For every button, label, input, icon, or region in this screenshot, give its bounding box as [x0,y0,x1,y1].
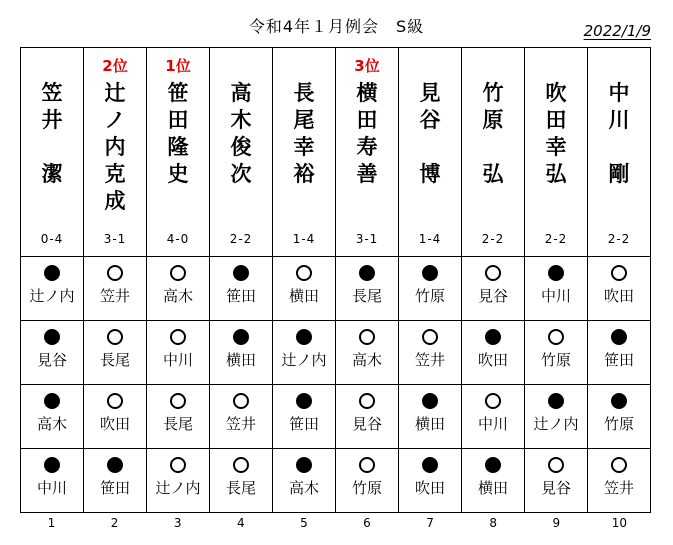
name-char: 川 [608,108,630,132]
game-cell [399,385,462,449]
game-cell [462,449,525,513]
opponent-name: 中川 [162,351,193,369]
white-stone-icon [485,393,501,409]
player-cell [588,48,651,257]
player-cell [21,48,84,257]
black-stone-icon [422,457,438,473]
opponent-name: 吹田 [99,415,130,433]
player-name [147,80,209,188]
game-cell [588,449,651,513]
opponent-name: 高木 [351,351,382,369]
rank-label [210,55,272,73]
name-char: 原 [482,108,504,132]
white-stone-icon [233,457,249,473]
game-cell [147,449,210,513]
white-stone-icon [296,265,312,281]
rank-label: 2位 [102,57,128,75]
name-char: 史 [167,162,189,186]
player-cell [273,48,336,257]
round-row [21,257,651,321]
game-cell [273,321,336,385]
player-name [84,80,146,215]
black-stone-icon [44,393,60,409]
opponent-name: 竹原 [540,351,571,369]
opponent-name: 長尾 [351,287,382,305]
name-char: 次 [230,162,252,186]
rank-label [273,55,335,73]
name-char: 田 [545,108,567,132]
player-cell [525,48,588,257]
opponent-name: 横田 [477,479,508,497]
black-stone-icon [233,329,249,345]
opponent-name: 見谷 [477,287,508,305]
opponent-name: 笠井 [414,351,445,369]
win-loss-score: 0-4 [40,232,64,246]
opponent-name: 辻ノ内 [281,351,327,369]
game-cell [588,257,651,321]
game-cell [525,321,588,385]
player-name [588,80,650,188]
opponent-name: 中川 [477,415,508,433]
column-number: 4 [236,516,245,530]
player-name [273,80,335,188]
opponent-name: 長尾 [162,415,193,433]
opponent-name: 長尾 [99,351,130,369]
player-header-row [21,48,651,257]
opponent-name: 高木 [288,479,319,497]
opponent-name: 竹原 [351,479,382,497]
opponent-name: 見谷 [36,351,67,369]
game-cell [273,385,336,449]
name-char: 弘 [482,162,504,186]
name-char: 善 [356,162,378,186]
name-char: 中 [608,81,630,105]
name-char: 剛 [608,162,630,186]
rank-label [462,55,524,73]
black-stone-icon [611,393,627,409]
name-char: 高 [230,81,252,105]
name-char: 隆 [167,135,189,159]
white-stone-icon [611,457,627,473]
black-stone-icon [107,457,123,473]
win-loss-score: 2-2 [481,232,505,246]
page-title: 令和4年１月例会 S級 [248,17,425,36]
rank-label: 1位 [165,57,191,75]
game-cell [147,257,210,321]
win-loss-score: 2-2 [544,232,568,246]
rank-label [588,55,650,73]
name-char: 裕 [293,162,315,186]
game-cell [525,385,588,449]
black-stone-icon [548,265,564,281]
opponent-name: 見谷 [351,415,382,433]
rank-label [399,55,461,73]
name-char: 辻 [104,81,126,105]
win-loss-score: 1-4 [418,232,442,246]
white-stone-icon [107,265,123,281]
game-cell [84,321,147,385]
opponent-name: 笠井 [99,287,130,305]
name-char: 博 [419,162,441,186]
black-stone-icon [296,457,312,473]
win-loss-score: 4-0 [166,232,190,246]
column-number: 7 [426,516,434,530]
white-stone-icon [548,457,564,473]
name-char: 尾 [293,108,315,132]
game-cell [525,449,588,513]
opponent-name: 竹原 [603,415,634,433]
game-cell [273,449,336,513]
opponent-name: 吹田 [603,287,634,305]
game-cell [336,385,399,449]
game-cell [21,257,84,321]
name-char: 成 [104,189,126,213]
name-char: 横 [356,81,378,105]
player-name [462,80,524,188]
white-stone-icon [422,329,438,345]
results-table [20,47,651,513]
name-char: 木 [230,108,252,132]
game-cell [273,257,336,321]
white-stone-icon [107,329,123,345]
name-char: 克 [104,162,126,186]
game-cell [336,257,399,321]
white-stone-icon [170,329,186,345]
win-loss-score: 3-1 [103,232,127,246]
white-stone-icon [359,393,375,409]
game-cell [210,257,273,321]
game-cell [399,257,462,321]
game-cell [21,385,84,449]
white-stone-icon [170,265,186,281]
white-stone-icon [107,393,123,409]
game-cell [462,257,525,321]
name-char: 幸 [293,135,315,159]
opponent-name: 横田 [288,287,319,305]
rank-label: 3位 [354,57,380,75]
name-char: 笠 [41,81,63,105]
opponent-name: 笹田 [225,287,256,305]
column-number: 5 [300,516,308,530]
opponent-name: 辻ノ内 [29,287,75,305]
white-stone-icon [611,265,627,281]
game-cell [399,321,462,385]
win-loss-score: 2-2 [229,232,253,246]
name-char: 竹 [482,81,504,105]
game-cell [147,321,210,385]
game-cell [84,449,147,513]
column-number: 10 [611,516,628,530]
black-stone-icon [44,265,60,281]
game-cell [210,449,273,513]
player-cell [462,48,525,257]
white-stone-icon [170,393,186,409]
game-cell [84,257,147,321]
name-char: 弘 [545,162,567,186]
opponent-name: 長尾 [225,479,256,497]
white-stone-icon [548,329,564,345]
column-number: 2 [110,516,119,530]
name-char: 寿 [356,135,378,159]
round-row [21,449,651,513]
white-stone-icon [170,457,186,473]
game-cell [462,385,525,449]
round-row [21,321,651,385]
round-row [21,385,651,449]
opponent-name: 高木 [36,415,67,433]
opponent-name: 笠井 [603,479,634,497]
black-stone-icon [359,265,375,281]
opponent-name: 中川 [540,287,571,305]
game-cell [399,449,462,513]
name-char: 田 [356,108,378,132]
player-cell [147,48,210,257]
white-stone-icon [233,393,249,409]
game-cell [21,449,84,513]
game-cell [462,321,525,385]
game-cell [336,449,399,513]
name-char: 俊 [230,135,252,159]
event-date: 2022/1/9 [583,22,651,40]
white-stone-icon [359,329,375,345]
black-stone-icon [548,393,564,409]
opponent-name: 吹田 [414,479,445,497]
white-stone-icon [359,457,375,473]
name-char: 内 [104,135,126,159]
black-stone-icon [611,329,627,345]
column-number: 1 [47,516,56,530]
name-char: ノ [104,108,126,132]
player-name [525,80,587,188]
name-char: 井 [41,108,63,132]
name-char: 谷 [419,108,441,132]
name-char: 幸 [545,135,567,159]
black-stone-icon [233,265,249,281]
game-cell [210,321,273,385]
opponent-name: 笹田 [288,415,319,433]
column-number: 3 [173,516,182,530]
white-stone-icon [485,265,501,281]
opponent-name: 笠井 [225,415,256,433]
player-cell [84,48,147,257]
black-stone-icon [485,457,501,473]
opponent-name: 辻ノ内 [533,415,579,433]
win-loss-score: 2-2 [607,232,631,246]
game-cell [84,385,147,449]
name-char: 笹 [167,81,189,105]
game-cell [525,257,588,321]
player-name [399,80,461,188]
game-cell [210,385,273,449]
opponent-name: 見谷 [540,479,571,497]
game-cell [21,321,84,385]
player-name [210,80,272,188]
opponent-name: 竹原 [414,287,445,305]
black-stone-icon [422,265,438,281]
black-stone-icon [296,329,312,345]
game-cell [147,385,210,449]
opponent-name: 笹田 [99,479,130,497]
black-stone-icon [44,457,60,473]
win-loss-score: 1-4 [292,232,316,246]
rank-label [21,55,83,73]
black-stone-icon [422,393,438,409]
black-stone-icon [296,393,312,409]
opponent-name: 吹田 [477,351,508,369]
game-cell [336,321,399,385]
rank-label [525,55,587,73]
column-number: 6 [363,516,371,530]
opponent-name: 笹田 [603,351,634,369]
name-char: 見 [419,81,441,105]
column-number: 9 [552,516,561,530]
column-number: 8 [489,516,497,530]
game-cell [588,321,651,385]
name-char: 潔 [41,162,63,186]
opponent-name: 高木 [162,287,193,305]
player-cell [336,48,399,257]
name-char: 田 [167,108,189,132]
opponent-name: 中川 [36,479,67,497]
player-name [336,80,398,188]
opponent-name: 横田 [225,351,256,369]
black-stone-icon [485,329,501,345]
player-cell [210,48,273,257]
win-loss-score: 3-1 [355,232,379,246]
player-cell [399,48,462,257]
game-cell [588,385,651,449]
opponent-name: 辻ノ内 [155,479,201,497]
name-char: 長 [293,81,315,105]
name-char: 吹 [545,81,567,105]
player-name [21,80,83,188]
opponent-name: 横田 [414,415,445,433]
black-stone-icon [44,329,60,345]
